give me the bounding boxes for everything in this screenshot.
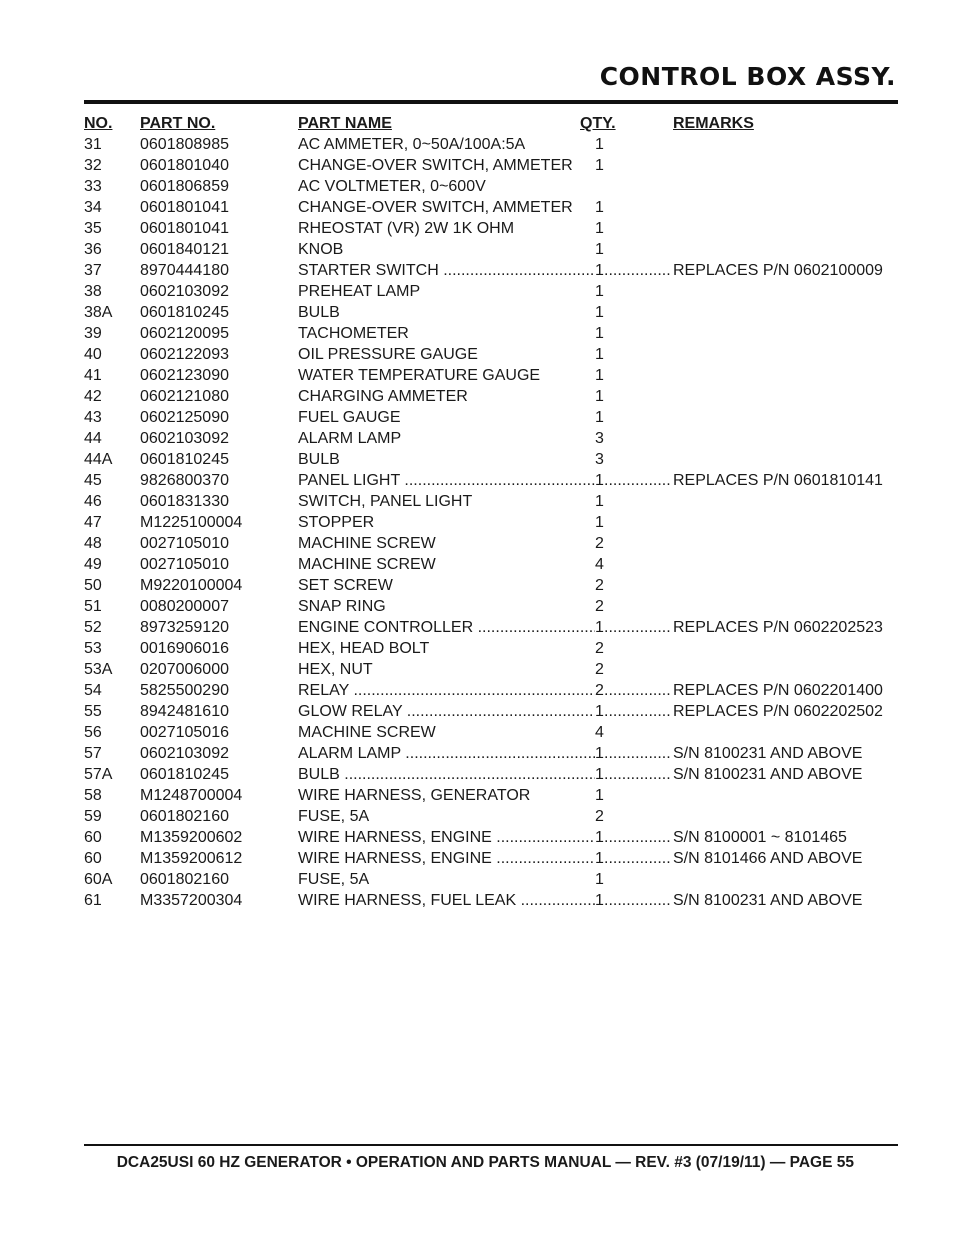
item-number: 40 bbox=[84, 346, 102, 363]
part-name-text: HEX, HEAD BOLT bbox=[298, 640, 430, 657]
item-number: 44A bbox=[84, 451, 113, 468]
part-name-text: MACHINE SCREW bbox=[298, 556, 436, 573]
part-name bbox=[298, 491, 595, 512]
part-name-text: BULB bbox=[298, 451, 340, 468]
part-number: 0027105016 bbox=[140, 724, 229, 741]
part-name bbox=[298, 176, 595, 197]
part-name bbox=[298, 848, 595, 869]
part-name-text: SNAP RING bbox=[298, 598, 386, 615]
table-row bbox=[84, 323, 898, 344]
quantity-text: 1 bbox=[595, 136, 604, 153]
part-name bbox=[298, 470, 595, 491]
column-header-qty: QTY. bbox=[580, 115, 616, 132]
part-number: 0601801041 bbox=[140, 199, 229, 216]
part-number: 0602103092 bbox=[140, 430, 229, 447]
table-row bbox=[84, 743, 898, 764]
part-name-text: SWITCH, PANEL LIGHT bbox=[298, 493, 473, 510]
item-number: 53A bbox=[84, 661, 113, 678]
part-name bbox=[298, 596, 595, 617]
part-name-text: RHEOSTAT (VR) 2W 1K OHM bbox=[298, 220, 515, 237]
part-name bbox=[298, 449, 595, 470]
part-name-text: OIL PRESSURE GAUGE bbox=[298, 346, 478, 363]
table-row bbox=[84, 701, 898, 722]
part-number: 0601810245 bbox=[140, 304, 229, 321]
part-number: M1225100004 bbox=[140, 514, 243, 531]
quantity-text: 1 bbox=[595, 388, 604, 405]
part-name-text: CHARGING AMMETER bbox=[298, 388, 468, 405]
part-number: 8973259120 bbox=[140, 619, 229, 636]
part-name bbox=[298, 155, 595, 176]
part-name-text: RELAY bbox=[298, 682, 349, 699]
quantity-text: 1 bbox=[595, 199, 604, 216]
part-name-text: FUEL GAUGE bbox=[298, 409, 401, 426]
part-name bbox=[298, 407, 595, 428]
column-header-part-name: PART NAME bbox=[298, 115, 392, 132]
item-number: 32 bbox=[84, 157, 102, 174]
quantity-text: 1 bbox=[595, 367, 604, 384]
part-number: 8970444180 bbox=[140, 262, 229, 279]
quantity-text: 1 bbox=[595, 472, 604, 489]
part-name-text: WIRE HARNESS, GENERATOR bbox=[298, 787, 531, 804]
part-name bbox=[298, 386, 595, 407]
quantity-text: 2 bbox=[595, 598, 604, 615]
quantity-text: 1 bbox=[595, 262, 604, 279]
part-number: M1248700004 bbox=[140, 787, 243, 804]
table-row bbox=[84, 386, 898, 407]
part-number: 0601840121 bbox=[140, 241, 229, 258]
table-row bbox=[84, 722, 898, 743]
leader-dots bbox=[604, 260, 672, 281]
part-name bbox=[298, 743, 595, 764]
quantity-text: 1 bbox=[595, 220, 604, 237]
item-number: 47 bbox=[84, 514, 102, 531]
part-number: 0207006000 bbox=[140, 661, 229, 678]
table-row bbox=[84, 470, 898, 491]
table-row bbox=[84, 827, 898, 848]
part-name bbox=[298, 722, 595, 743]
part-name-text: STOPPER bbox=[298, 514, 375, 531]
part-name bbox=[298, 827, 595, 848]
item-number: 60A bbox=[84, 871, 113, 888]
item-number: 44 bbox=[84, 430, 102, 447]
quantity-text: 1 bbox=[595, 493, 604, 510]
quantity-text: 2 bbox=[595, 577, 604, 594]
part-name-text: AC AMMETER, 0~50A/100A:5A bbox=[298, 136, 526, 153]
column-header-part-no: PART NO. bbox=[140, 115, 216, 132]
remarks: REPLACES P/N 0601810141 bbox=[673, 472, 883, 489]
part-number: 0601802160 bbox=[140, 808, 229, 825]
part-name-text: MACHINE SCREW bbox=[298, 724, 436, 741]
part-name-text: WIRE HARNESS, FUEL LEAK bbox=[298, 892, 517, 909]
remarks: S/N 8100231 AND ABOVE bbox=[673, 892, 863, 909]
part-name bbox=[298, 533, 595, 554]
remarks: S/N 8100231 AND ABOVE bbox=[673, 766, 863, 783]
item-number: 38 bbox=[84, 283, 102, 300]
table-row bbox=[84, 218, 898, 239]
item-number: 56 bbox=[84, 724, 102, 741]
item-number: 43 bbox=[84, 409, 102, 426]
part-name-text: MACHINE SCREW bbox=[298, 535, 436, 552]
quantity-text: 2 bbox=[595, 682, 604, 699]
table-row bbox=[84, 848, 898, 869]
leader-dots bbox=[604, 701, 672, 722]
quantity-text: 2 bbox=[595, 535, 604, 552]
quantity-text: 1 bbox=[595, 850, 604, 867]
quantity-text: 1 bbox=[595, 703, 604, 720]
part-name bbox=[298, 680, 595, 701]
part-name-text: KNOB bbox=[298, 241, 344, 258]
table-row bbox=[84, 491, 898, 512]
part-name bbox=[298, 197, 595, 218]
quantity-text: 1 bbox=[595, 409, 604, 426]
part-number: 0601801040 bbox=[140, 157, 229, 174]
table-row bbox=[84, 638, 898, 659]
quantity-text: 2 bbox=[595, 808, 604, 825]
item-number: 35 bbox=[84, 220, 102, 237]
table-row bbox=[84, 554, 898, 575]
part-number: 0601810245 bbox=[140, 766, 229, 783]
item-number: 57A bbox=[84, 766, 113, 783]
part-name bbox=[298, 701, 595, 722]
part-number: 0016906016 bbox=[140, 640, 229, 657]
footer-rule bbox=[84, 1144, 898, 1146]
quantity-text: 1 bbox=[595, 241, 604, 258]
part-name bbox=[298, 638, 595, 659]
parts-table bbox=[84, 113, 898, 911]
part-name bbox=[298, 323, 595, 344]
title-rule bbox=[84, 100, 898, 104]
item-number: 58 bbox=[84, 787, 102, 804]
item-number: 39 bbox=[84, 325, 102, 342]
part-number: 8942481610 bbox=[140, 703, 229, 720]
leader-dots bbox=[604, 470, 672, 491]
table-row bbox=[84, 890, 898, 911]
table-row bbox=[84, 407, 898, 428]
table-row bbox=[84, 281, 898, 302]
part-number: M3357200304 bbox=[140, 892, 243, 909]
part-number: 0602103092 bbox=[140, 745, 229, 762]
part-name-text: PREHEAT LAMP bbox=[298, 283, 421, 300]
table-row bbox=[84, 428, 898, 449]
part-number: 0080200007 bbox=[140, 598, 229, 615]
page-title: CONTROL BOX ASSY. bbox=[599, 62, 896, 91]
quantity-text: 3 bbox=[595, 451, 604, 468]
table-row bbox=[84, 239, 898, 260]
leader-dots bbox=[604, 680, 672, 701]
remarks: S/N 8100231 AND ABOVE bbox=[673, 745, 863, 762]
leader-dots bbox=[604, 890, 672, 911]
remarks: REPLACES P/N 0602202502 bbox=[673, 703, 883, 720]
part-number: 0602123090 bbox=[140, 367, 229, 384]
part-name-text: PANEL LIGHT bbox=[298, 472, 400, 489]
table-row bbox=[84, 596, 898, 617]
item-number: 36 bbox=[84, 241, 102, 258]
part-name-text: BULB bbox=[298, 766, 340, 783]
part-name bbox=[298, 785, 595, 806]
table-row bbox=[84, 197, 898, 218]
part-name-text: ENGINE CONTROLLER bbox=[298, 619, 474, 636]
item-number: 54 bbox=[84, 682, 102, 699]
part-name-text: STARTER SWITCH bbox=[298, 262, 439, 279]
item-number: 51 bbox=[84, 598, 102, 615]
part-name bbox=[298, 659, 595, 680]
part-name bbox=[298, 512, 595, 533]
table-row bbox=[84, 575, 898, 596]
item-number: 46 bbox=[84, 493, 102, 510]
quantity-text: 1 bbox=[595, 157, 604, 174]
quantity-text: 1 bbox=[595, 304, 604, 321]
part-name-text: CHANGE-OVER SWITCH, AMMETER bbox=[298, 157, 573, 174]
leader-dots bbox=[604, 848, 672, 869]
table-row bbox=[84, 533, 898, 554]
part-name bbox=[298, 890, 595, 911]
part-name bbox=[298, 869, 595, 890]
column-header-no: NO. bbox=[84, 115, 113, 132]
part-name bbox=[298, 365, 595, 386]
part-number: 0602120095 bbox=[140, 325, 229, 342]
part-name-text: WIRE HARNESS, ENGINE bbox=[298, 829, 492, 846]
item-number: 50 bbox=[84, 577, 102, 594]
item-number: 57 bbox=[84, 745, 102, 762]
quantity-text: 1 bbox=[595, 346, 604, 363]
part-number: 0601806859 bbox=[140, 178, 229, 195]
table-row bbox=[84, 449, 898, 470]
remarks: S/N 8101466 AND ABOVE bbox=[673, 850, 863, 867]
quantity-text: 2 bbox=[595, 661, 604, 678]
part-name-text: WIRE HARNESS, ENGINE bbox=[298, 850, 492, 867]
item-number: 34 bbox=[84, 199, 102, 216]
quantity-text: 1 bbox=[595, 892, 604, 909]
table-row bbox=[84, 302, 898, 323]
part-number: M9220100004 bbox=[140, 577, 243, 594]
item-number: 37 bbox=[84, 262, 102, 279]
quantity-text: 1 bbox=[595, 787, 604, 804]
part-number: 5825500290 bbox=[140, 682, 229, 699]
leader-dots bbox=[604, 827, 672, 848]
table-row bbox=[84, 680, 898, 701]
part-name bbox=[298, 134, 595, 155]
part-name-text: FUSE, 5A bbox=[298, 808, 370, 825]
table-row bbox=[84, 659, 898, 680]
quantity-text: 1 bbox=[595, 766, 604, 783]
quantity-text: 1 bbox=[595, 829, 604, 846]
part-name bbox=[298, 554, 595, 575]
quantity-text: 1 bbox=[595, 514, 604, 531]
part-name-text: WATER TEMPERATURE GAUGE bbox=[298, 367, 541, 384]
part-name bbox=[298, 239, 595, 260]
table-body bbox=[84, 134, 898, 911]
table-row bbox=[84, 155, 898, 176]
part-name bbox=[298, 428, 595, 449]
quantity-text: 2 bbox=[595, 640, 604, 657]
part-number: 0601810245 bbox=[140, 451, 229, 468]
part-number: 0602103092 bbox=[140, 283, 229, 300]
part-name-text: CHANGE-OVER SWITCH, AMMETER bbox=[298, 199, 573, 216]
remarks: REPLACES P/N 0602202523 bbox=[673, 619, 883, 636]
item-number: 60 bbox=[84, 850, 102, 867]
part-name bbox=[298, 218, 595, 239]
item-number: 52 bbox=[84, 619, 102, 636]
part-name-text: ALARM LAMP bbox=[298, 745, 401, 762]
part-number: M1359200612 bbox=[140, 850, 243, 867]
leader-dots bbox=[604, 743, 672, 764]
item-number: 55 bbox=[84, 703, 102, 720]
part-number: 0602125090 bbox=[140, 409, 229, 426]
part-number: 0602122093 bbox=[140, 346, 229, 363]
item-number: 61 bbox=[84, 892, 102, 909]
quantity-text: 4 bbox=[595, 724, 604, 741]
table-row bbox=[84, 512, 898, 533]
part-number: 0601831330 bbox=[140, 493, 229, 510]
part-name bbox=[298, 806, 595, 827]
table-row bbox=[84, 365, 898, 386]
item-number: 38A bbox=[84, 304, 113, 321]
part-name-text: FUSE, 5A bbox=[298, 871, 370, 888]
part-number: 9826800370 bbox=[140, 472, 229, 489]
part-name-text: ALARM LAMP bbox=[298, 430, 402, 447]
quantity-text: 1 bbox=[595, 325, 604, 342]
leader-dots bbox=[604, 617, 672, 638]
part-number: M1359200602 bbox=[140, 829, 243, 846]
leader-dots bbox=[604, 764, 672, 785]
quantity-text: 3 bbox=[595, 430, 604, 447]
item-number: 53 bbox=[84, 640, 102, 657]
part-name bbox=[298, 302, 595, 323]
table-row bbox=[84, 764, 898, 785]
quantity-text: 1 bbox=[595, 745, 604, 762]
table-row bbox=[84, 344, 898, 365]
part-name-text: GLOW RELAY bbox=[298, 703, 403, 720]
quantity-text: 1 bbox=[595, 619, 604, 636]
part-name bbox=[298, 260, 595, 281]
quantity-text: 4 bbox=[595, 556, 604, 573]
part-name-text: AC VOLTMETER, 0~600V bbox=[298, 178, 486, 195]
part-number: 0027105010 bbox=[140, 535, 229, 552]
item-number: 33 bbox=[84, 178, 102, 195]
part-name bbox=[298, 281, 595, 302]
item-number: 60 bbox=[84, 829, 102, 846]
part-number: 0027105010 bbox=[140, 556, 229, 573]
item-number: 31 bbox=[84, 136, 102, 153]
item-number: 48 bbox=[84, 535, 102, 552]
part-name bbox=[298, 344, 595, 365]
table-row bbox=[84, 785, 898, 806]
remarks: REPLACES P/N 0602201400 bbox=[673, 682, 883, 699]
part-number: 0602121080 bbox=[140, 388, 229, 405]
part-number: 0601801041 bbox=[140, 220, 229, 237]
remarks: REPLACES P/N 0602100009 bbox=[673, 262, 883, 279]
part-name-text: TACHOMETER bbox=[298, 325, 409, 342]
part-name bbox=[298, 617, 595, 638]
item-number: 42 bbox=[84, 388, 102, 405]
item-number: 49 bbox=[84, 556, 102, 573]
table-header bbox=[84, 113, 898, 134]
item-number: 41 bbox=[84, 367, 102, 384]
table-row bbox=[84, 869, 898, 890]
part-name-text: HEX, NUT bbox=[298, 661, 373, 678]
table-row bbox=[84, 176, 898, 197]
item-number: 45 bbox=[84, 472, 102, 489]
column-header-remarks: REMARKS bbox=[673, 115, 754, 132]
quantity-text: 1 bbox=[595, 871, 604, 888]
remarks: S/N 8100001 ~ 8101465 bbox=[673, 829, 847, 846]
part-name-text: SET SCREW bbox=[298, 577, 393, 594]
item-number: 59 bbox=[84, 808, 102, 825]
table-row bbox=[84, 617, 898, 638]
part-name bbox=[298, 575, 595, 596]
part-name bbox=[298, 764, 595, 785]
part-number: 0601808985 bbox=[140, 136, 229, 153]
footer-text: DCA25USI 60 HZ GENERATOR • OPERATION AND PARTS MANUAL — REV. #3 (07/19/11) — PAGE 55 bbox=[116, 1154, 854, 1171]
table-row bbox=[84, 806, 898, 827]
table-row bbox=[84, 260, 898, 281]
part-name-text: BULB bbox=[298, 304, 340, 321]
part-number: 0601802160 bbox=[140, 871, 229, 888]
table-row bbox=[84, 134, 898, 155]
quantity-text: 1 bbox=[595, 283, 604, 300]
